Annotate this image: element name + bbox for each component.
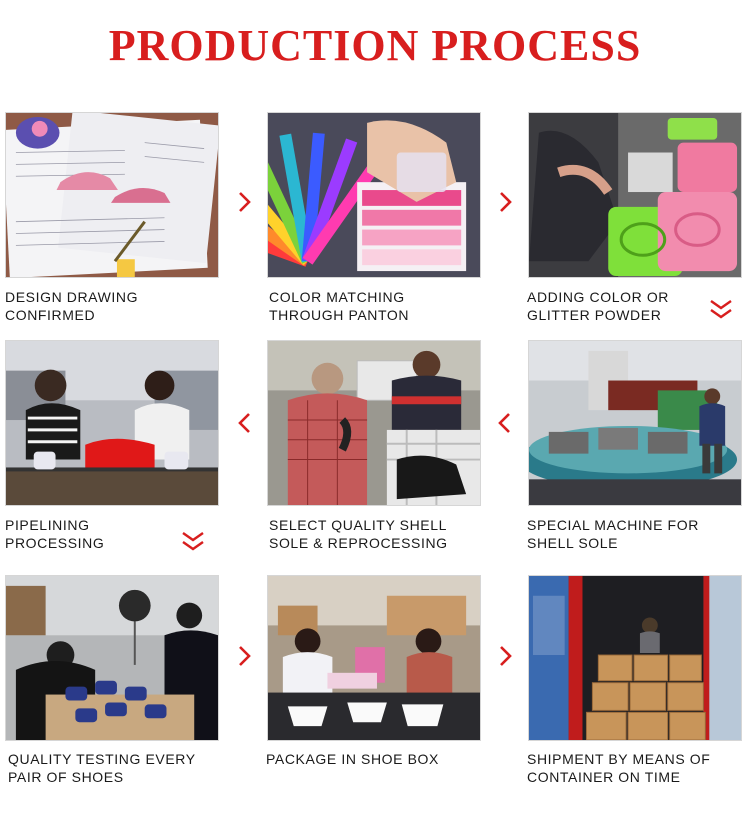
step-5-caption: SELECT QUALITY SHELL SOLE & REPROCESSING [269, 517, 448, 551]
step-6-caption: PIPELINING PROCESSING [5, 517, 105, 551]
step-3-caption: ADDING COLOR OR GLITTER POWDER [527, 289, 670, 323]
select-quality-photo [267, 340, 481, 506]
page-title: PRODUCTION PROCESS [108, 21, 642, 70]
chevron-right-icon [236, 191, 252, 213]
design-drawing-photo [5, 112, 219, 278]
step-4-caption: SPECIAL MACHINE FOR SHELL SOLE [527, 517, 699, 551]
chevron-right-icon [236, 645, 252, 667]
step-8-caption: PACKAGE IN SHOE BOX [266, 751, 439, 767]
chevron-left-icon [237, 412, 253, 434]
step-2-caption: COLOR MATCHING THROUGH PANTON [269, 289, 410, 323]
chevron-left-icon [497, 412, 513, 434]
step-7-caption: QUALITY TESTING EVERY PAIR OF SHOES [8, 751, 196, 785]
package-photo [267, 575, 481, 741]
step-1-caption: DESIGN DRAWING CONFIRMED [5, 289, 139, 323]
chevron-right-icon [497, 191, 513, 213]
double-chevron-down-icon [708, 298, 734, 320]
shell-sole-machine-photo [528, 340, 742, 506]
shipment-photo [528, 575, 742, 741]
double-chevron-down-icon [180, 530, 206, 552]
color-matching-photo [267, 112, 481, 278]
step-9-caption: SHIPMENT BY MEANS OF CONTAINER ON TIME [527, 751, 711, 785]
chevron-right-icon [497, 645, 513, 667]
quality-testing-photo [5, 575, 219, 741]
adding-color-photo [528, 112, 742, 278]
pipelining-photo [5, 340, 219, 506]
